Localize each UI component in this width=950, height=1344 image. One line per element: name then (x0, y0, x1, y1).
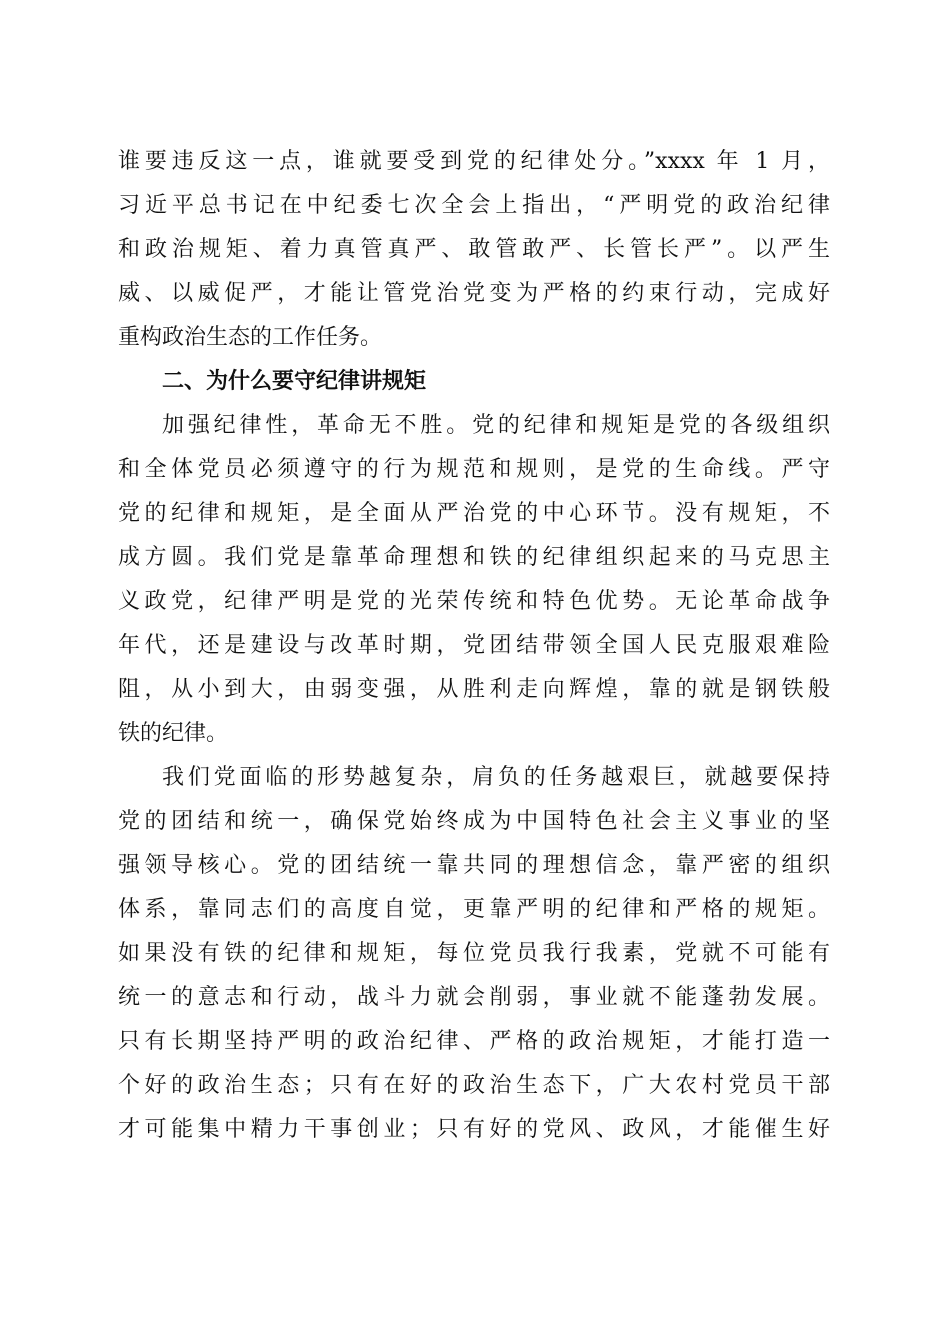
text-line: 习近平总书记在中纪委七次全会上指出，“严明党的政治纪律 (118, 193, 830, 218)
continuation-paragraph (118, 140, 830, 360)
text-line: 党的团结和统一，确保党始终成为中国特色社会主义事业的坚 (118, 809, 830, 834)
text-line: 体系，靠同志们的高度自觉，更靠严明的纪律和严格的规矩。 (118, 897, 830, 922)
text-line: 和全体党员必须遵守的行为规范和规则，是党的生命线。严守 (118, 457, 830, 482)
text-line: 铁的纪律。 (118, 721, 229, 746)
paragraph-unity (118, 756, 830, 1152)
text-line: 党的纪律和规矩，是全面从严治党的中心环节。没有规矩，不 (118, 501, 830, 526)
text-line: 个好的政治生态；只有在好的政治生态下，广大农村党员干部 (118, 1073, 830, 1098)
text-line: 统一的意志和行动，战斗力就会削弱，事业就不能蓬勃发展。 (118, 985, 830, 1010)
text-line: 重构政治生态的工作任务。 (118, 325, 383, 350)
text-line: 只有长期坚持严明的政治纪律、严格的政治规矩，才能打造一 (118, 1029, 830, 1054)
text-line: 阻，从小到大，由弱变强，从胜利走向辉煌，靠的就是钢铁般 (118, 677, 830, 702)
text-line: 谁要违反这一点，谁就要受到党的纪律处分。”xxxx 年 1 月， (118, 149, 830, 174)
text-line: 才可能集中精力干事创业；只有好的党风、政风，才能催生好 (118, 1117, 830, 1142)
text-line: 我们党面临的形势越复杂，肩负的任务越艰巨，就越要保持 (162, 765, 830, 790)
paragraph-discipline (118, 404, 830, 756)
section-heading: 二、为什么要守纪律讲规矩 (162, 369, 427, 394)
document-body (118, 140, 830, 1152)
text-line: 如果没有铁的纪律和规矩，每位党员我行我素，党就不可能有 (118, 941, 830, 966)
text-line: 加强纪律性，革命无不胜。党的纪律和规矩是党的各级组织 (162, 413, 830, 438)
text-line: 强领导核心。党的团结统一靠共同的理想信念，靠严密的组织 (118, 853, 830, 878)
text-line: 义政党，纪律严明是党的光荣传统和特色优势。无论革命战争 (118, 589, 830, 614)
text-line: 成方圆。我们党是靠革命理想和铁的纪律组织起来的马克思主 (118, 545, 830, 570)
text-line: 和政治规矩、着力真管真严、敢管敢严、长管长严”。以严生 (118, 237, 830, 262)
text-line: 威、以威促严，才能让管党治党变为严格的约束行动，完成好 (118, 281, 830, 306)
text-line: 年代，还是建设与改革时期，党团结带领全国人民克服艰难险 (118, 633, 830, 658)
